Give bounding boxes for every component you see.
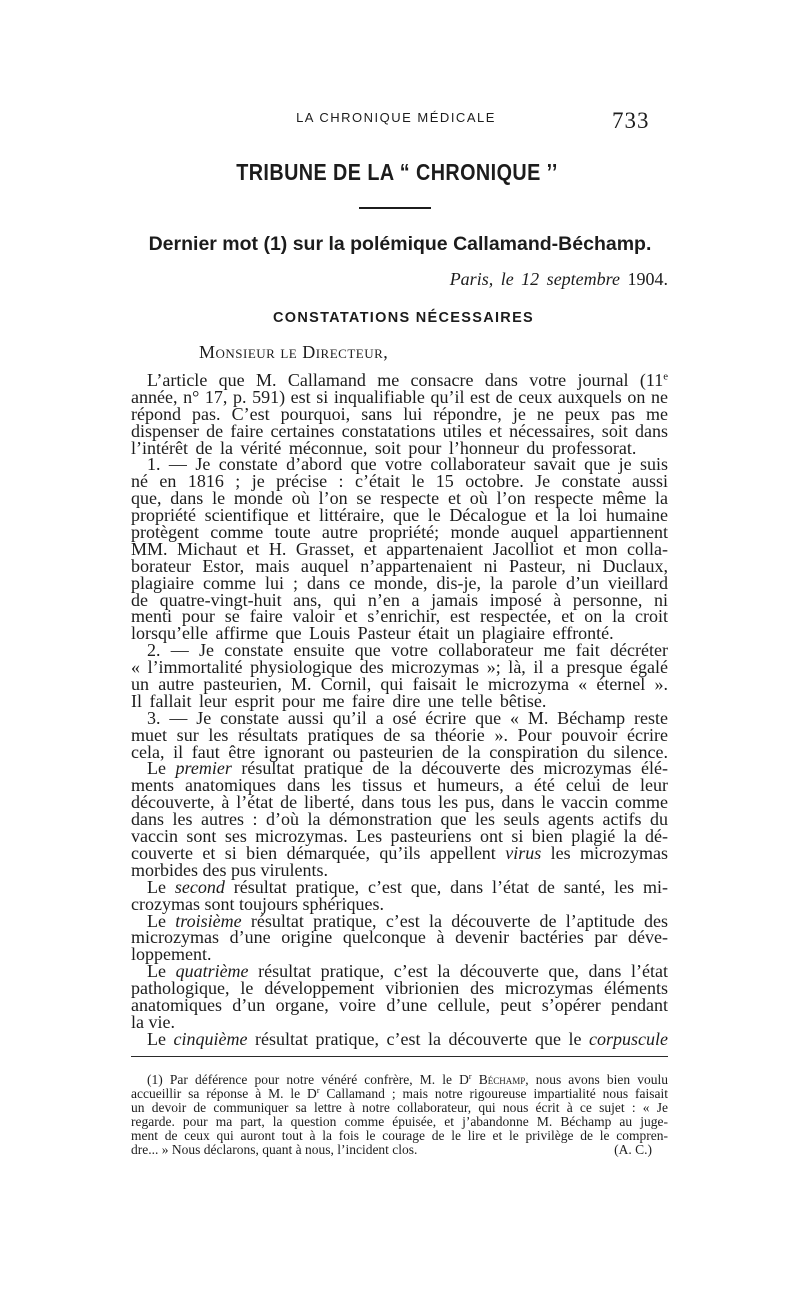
superscript: r bbox=[316, 1086, 320, 1096]
line-text: accueillir sa réponse à M. le D bbox=[131, 1086, 317, 1101]
line-text: Le bbox=[147, 910, 176, 931]
body-line: 1. — Je constate d’abord que votre collaborateur savait que je suis bbox=[147, 454, 668, 475]
body-line: répond pas. C’est pourquoi, sans lui répondre, je ne peux pas me bbox=[131, 403, 668, 424]
article-title: TRIBUNE DE LA “ CHRONIQUE ’’ bbox=[236, 159, 558, 185]
section-heading: CONSTATATIONS NÉCESSAIRES bbox=[272, 310, 535, 326]
line-text: résultat pratique de la découverte des microzymas élé- bbox=[231, 758, 669, 779]
body-line: vaccin sont ses microzymas. Les pasteuriens ont si bien plagié la dé- bbox=[131, 826, 668, 847]
footnotes bbox=[131, 1073, 668, 1157]
body-line: anatomiques d’un organe, voire d’une cellule, peut s’opérer pendant bbox=[131, 994, 668, 1015]
body-line: lorsqu’elle affirme que Louis Pasteur était un plagiaire effronté. bbox=[131, 623, 614, 644]
line-text: L’article que M. Callamand me consacre dans votre journal (11 bbox=[147, 370, 664, 390]
emphasis-text: troisième bbox=[175, 910, 242, 931]
body-line: crozymas sont toujours sphériques. bbox=[131, 893, 384, 914]
body-line: dispenser de faire certaines constatations utiles et nécessaires, soit dans bbox=[131, 420, 668, 441]
body-line: Il fallait leur esprit pour me faire dire une telle bêtise. bbox=[131, 690, 547, 711]
line-text: résultat pratique, c’est la découverte que, dans l’état bbox=[248, 961, 668, 982]
body-line: ments anatomiques dans les tissus et humeurs, a été celui de leur bbox=[131, 775, 668, 796]
line-text: dre... » Nous déclarons, quant à nous, l’incident clos. bbox=[131, 1142, 418, 1157]
body-line: menti pour se faire valoir et s’enrichir, est respectée, et on la croit bbox=[131, 606, 668, 627]
body-line: protègent comme toute autre propriété; monde auquel appartiennent bbox=[131, 522, 668, 543]
footnote-signature: (A. C.) bbox=[614, 1142, 652, 1157]
body-line: MM. Michaut et H. Grasset, et appartenaient Jacolliot et mon colla- bbox=[131, 538, 668, 559]
body-line: 3. — Je constate aussi qu’il a osé écrire que « M. Béchamp reste bbox=[147, 707, 668, 728]
line-text: résultat pratique, c’est que, dans l’état de santé, les mi- bbox=[224, 876, 669, 897]
body-line: propriété scientifique et littéraire, que le Décalogue et la loi humaine bbox=[131, 505, 668, 526]
line-text: couverte et si bien démarquée, qu’ils appellent bbox=[131, 842, 506, 863]
body-line: muet sur les résultats pratiques de sa théorie ». Pour pouvoir écrire bbox=[131, 724, 668, 745]
footnote-line bbox=[131, 1143, 668, 1157]
body-line: découverte, à l’état de liberté, dans tous les pus, dans le vaccin comme bbox=[131, 792, 668, 813]
body-line: né en 1816 ; je précise : c’était le 15 octobre. Je constate aussi bbox=[131, 471, 668, 492]
line-text: les microzymas bbox=[541, 842, 668, 863]
small-caps-name: Béchamp bbox=[478, 1072, 526, 1087]
body-line: un autre pasteurien, M. Cornil, qui faisait le microzyma « éternel ». bbox=[131, 674, 668, 695]
dateline-year: 1904. bbox=[627, 269, 668, 289]
superscript: r bbox=[468, 1072, 472, 1082]
footnote-line: ment de ceux qui auront tout à la fois le courage de le lire et le privilège de le compren- bbox=[131, 1128, 668, 1143]
line-text: Callamand ; mais notre rigoureuse impartialité nous faisait bbox=[319, 1086, 669, 1101]
body-line bbox=[131, 1028, 669, 1049]
body-line: plagiaire comme lui ; dans ce monde, dis-je, la parole d’un vieillard bbox=[131, 572, 668, 593]
body-line: année, n° 17, p. 591) est si inqualifiable qu’il est de ceux auxquels on ne bbox=[131, 386, 668, 407]
line-text: Le bbox=[147, 876, 175, 897]
footnote-rule bbox=[131, 1056, 668, 1057]
salutation: Monsieur le Directeur, bbox=[199, 342, 389, 362]
article-body bbox=[131, 372, 668, 1048]
line-text: Le bbox=[147, 758, 176, 779]
page-number: 733 bbox=[612, 108, 650, 133]
body-line: « l’immortalité physiologique des microzymas »; là, il a presque égalé bbox=[131, 657, 668, 678]
emphasis-text: virus bbox=[505, 842, 542, 863]
article-subtitle: Dernier mot (1) sur la polémique Callamand-Béchamp. bbox=[148, 233, 652, 255]
body-line: pathologique, le développement vibrionien des microzymas éléments bbox=[131, 978, 668, 999]
title-rule bbox=[359, 207, 431, 209]
footnote-line bbox=[131, 1087, 668, 1101]
dateline bbox=[450, 268, 668, 290]
emphasis-text: cinquième bbox=[173, 1028, 248, 1049]
body-line: la vie. bbox=[131, 1011, 175, 1032]
emphasis-text: second bbox=[174, 876, 225, 897]
body-line: morbides des pus virulents. bbox=[131, 859, 328, 880]
body-line: loppement. bbox=[131, 944, 212, 965]
body-line: dans les autres : d’où la démonstration que les seuls agents actifs du bbox=[131, 809, 668, 830]
footnote-line bbox=[131, 1073, 668, 1087]
body-line: de quatre-vingt-huit ans, qui n’en a jamais imposé à personne, ni bbox=[131, 589, 668, 610]
line-text: Le bbox=[147, 1028, 174, 1049]
body-line: 2. — Je constate ensuite que votre collaborateur me fait décréter bbox=[147, 640, 668, 661]
footnote-line: un devoir de communiquer sa lettre à notre collaborateur, qui nous écrit à ce sujet : « Je bbox=[131, 1100, 668, 1115]
body-line: que, dans le monde où l’on se respecte et où l’on respecte même la bbox=[131, 488, 668, 509]
footnote-line: regarde. pour ma part, la question comme épuisée, et j’abandonne M. Béchamp au juge- bbox=[131, 1114, 668, 1129]
body-line: borateur Estor, mais auquel n’appartenaient ni Pasteur, ni Duclaux, bbox=[131, 555, 668, 576]
line-text: résultat pratique, c’est la découverte de l’aptitude des bbox=[241, 910, 668, 931]
line-text: , nous avons bien voulu bbox=[525, 1072, 669, 1087]
line-text: Le bbox=[147, 961, 176, 982]
emphasis-text: quatrième bbox=[175, 961, 249, 982]
dateline-place: Paris, le 12 septembre bbox=[449, 269, 620, 289]
body-line: cela, il faut être ignorant ou pasteurien de la conspiration du silence. bbox=[131, 741, 668, 762]
running-title: LA CHRONIQUE MÉDICALE bbox=[296, 110, 496, 125]
line-text: (1) Par déférence pour notre vénéré confrère, M. le D bbox=[147, 1072, 469, 1087]
emphasis-text: premier bbox=[175, 758, 232, 779]
superscript: e bbox=[663, 370, 668, 383]
emphasis-text: corpuscule bbox=[589, 1028, 669, 1049]
line-text: résultat pratique, c’est la découverte que le bbox=[247, 1028, 590, 1049]
body-line: l’intérêt de la vérité méconnue, soit pour l’honneur du professorat. bbox=[131, 437, 637, 458]
body-line: microzymas d’une origine quelconque à devenir bactéries par déve- bbox=[131, 927, 668, 948]
